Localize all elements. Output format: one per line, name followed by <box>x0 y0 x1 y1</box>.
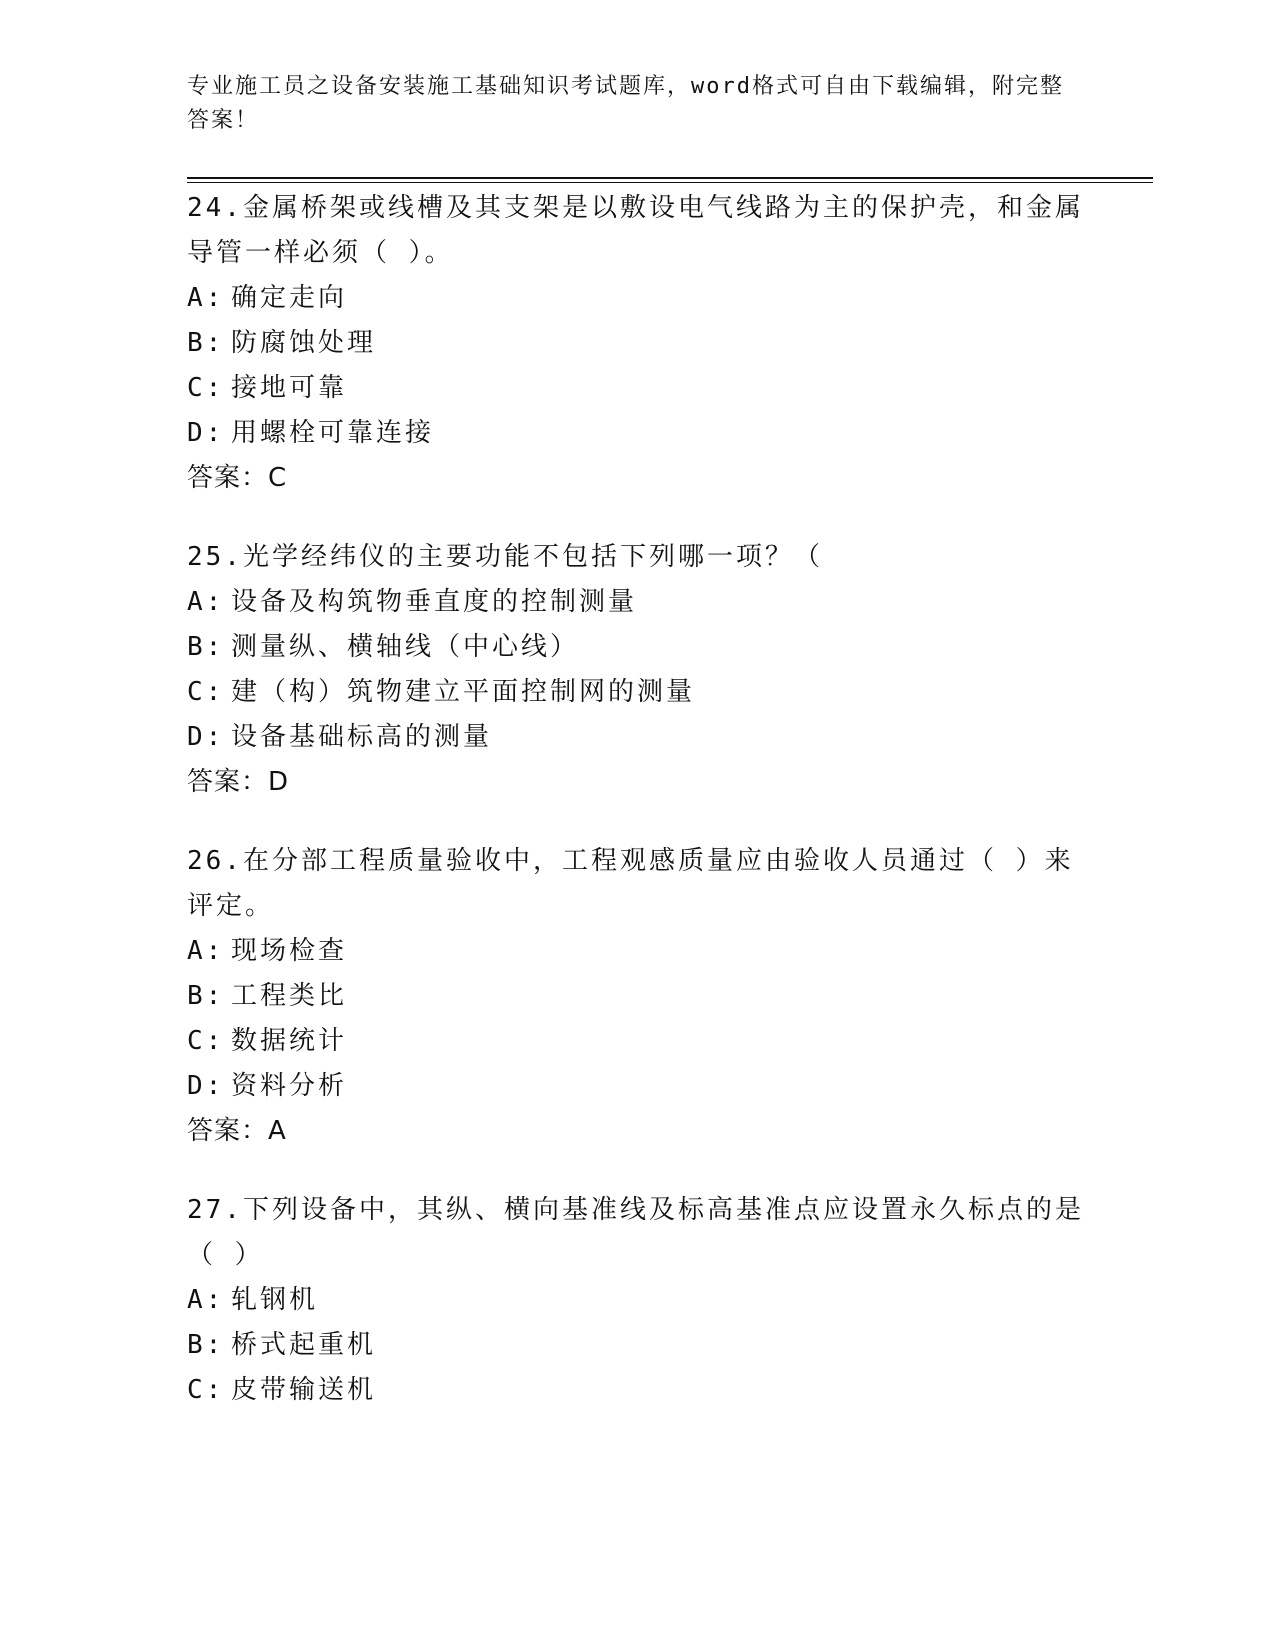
option-label: 接地可靠 <box>231 373 348 403</box>
option-c <box>187 1368 1087 1413</box>
option-key: B: <box>187 981 225 1011</box>
document-intro: 专业施工员之设备安装施工基础知识考试题库，word格式可自由下载编辑，附完整答案！ <box>187 74 1064 133</box>
option-key: C: <box>187 1026 225 1056</box>
option-label: 防腐蚀处理 <box>231 328 377 358</box>
option-key: C: <box>187 373 225 403</box>
question-26 <box>187 839 1087 1154</box>
option-d <box>187 715 1087 760</box>
question-27 <box>187 1188 1087 1413</box>
option-label: 桥式起重机 <box>231 1330 377 1360</box>
option-d <box>187 411 1087 456</box>
option-key: C: <box>187 677 225 707</box>
option-label: 确定走向 <box>231 283 348 313</box>
option-b <box>187 625 1087 670</box>
option-c <box>187 1019 1087 1064</box>
option-key: A: <box>187 587 225 617</box>
answer-text: 答案：A <box>187 1116 287 1146</box>
answer-text: 答案：D <box>187 767 290 797</box>
question-24 <box>187 186 1087 501</box>
answer-text: 答案：C <box>187 463 288 493</box>
header-divider-thick <box>187 177 1153 179</box>
option-b <box>187 321 1087 366</box>
option-a <box>187 580 1087 625</box>
option-label: 皮带输送机 <box>231 1375 377 1405</box>
question-text: 26.在分部工程质量验收中，工程观感质量应由验收人员通过（ ）来评定。 <box>187 846 1074 921</box>
option-key: D: <box>187 418 225 448</box>
option-label: 轧钢机 <box>231 1285 319 1315</box>
option-key: B: <box>187 632 225 662</box>
option-a <box>187 929 1087 974</box>
header-divider-thin <box>187 182 1153 183</box>
option-d <box>187 1064 1087 1109</box>
option-label: 设备及构筑物垂直度的控制测量 <box>231 587 638 617</box>
option-key: C: <box>187 1375 225 1405</box>
option-label: 建（构）筑物建立平面控制网的测量 <box>231 677 696 707</box>
question-text: 27.下列设备中，其纵、横向基准线及标高基准点应设置永久标点的是（ ） <box>187 1195 1084 1270</box>
option-label: 工程类比 <box>231 981 348 1011</box>
option-b <box>187 974 1087 1019</box>
option-c <box>187 366 1087 411</box>
option-key: A: <box>187 1285 225 1315</box>
question-text: 24.金属桥架或线槽及其支架是以敷设电气线路为主的保护壳，和金属导管一样必须（ ）。 <box>187 193 1084 268</box>
option-label: 用螺栓可靠连接 <box>231 418 435 448</box>
option-label: 数据统计 <box>231 1026 348 1056</box>
option-key: D: <box>187 1071 225 1101</box>
option-key: A: <box>187 936 225 966</box>
option-label: 测量纵、横轴线（中心线） <box>231 632 580 662</box>
option-key: A: <box>187 283 225 313</box>
option-label: 现场检查 <box>231 936 348 966</box>
option-key: B: <box>187 328 225 358</box>
option-key: D: <box>187 722 225 752</box>
option-label: 资料分析 <box>231 1071 348 1101</box>
option-c <box>187 670 1087 715</box>
option-b <box>187 1323 1087 1368</box>
question-text: 25.光学经纬仪的主要功能不包括下列哪一项？（ <box>187 542 823 572</box>
question-25 <box>187 535 1087 805</box>
option-label: 设备基础标高的测量 <box>231 722 493 752</box>
option-a <box>187 276 1087 321</box>
option-a <box>187 1278 1087 1323</box>
option-key: B: <box>187 1330 225 1360</box>
